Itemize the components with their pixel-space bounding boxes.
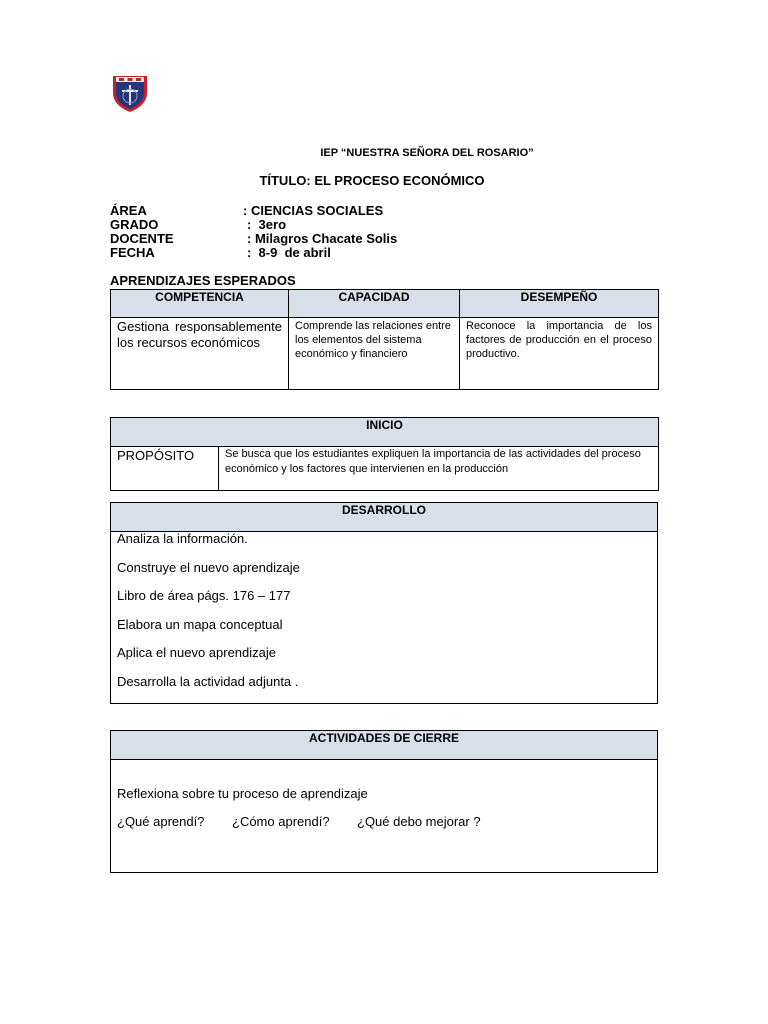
table-row — [111, 447, 659, 491]
info-value: : CIENCIAS SOCIALES — [243, 203, 384, 218]
cierre-line: Reflexiona sobre tu proceso de aprendizaje — [117, 786, 368, 801]
cierre-questions — [117, 815, 651, 829]
table-row — [111, 760, 658, 873]
cierre-content — [111, 760, 658, 873]
column-header-capacidad: CAPACIDAD — [289, 290, 460, 318]
info-value: : 3ero — [247, 217, 287, 232]
competencia-cell: Gestiona responsablemente los recursos económicos — [111, 318, 289, 390]
info-value: : 8-9 de abril — [247, 245, 331, 260]
desarrollo-heading: DESARROLLO — [111, 503, 658, 532]
desarrollo-line: Desarrolla la actividad adjunta . — [117, 673, 299, 689]
info-label: GRADO — [110, 217, 159, 232]
school-crest-icon — [110, 73, 150, 113]
desempeno-cell: Reconoce la importancia de los factores de producción en el proceso productivo. — [460, 318, 659, 390]
info-label: DOCENTE — [110, 231, 174, 246]
info-label: ÁREA — [110, 203, 147, 218]
column-header-desempeno: DESEMPEÑO — [460, 290, 659, 318]
school-name: IEP “NUESTRA SEÑORA DEL ROSARIO” — [320, 147, 534, 159]
inicio-table — [110, 417, 659, 491]
inicio-heading: INICIO — [111, 418, 659, 447]
desarrollo-line: Aplica el nuevo aprendizaje — [117, 645, 276, 660]
table-header-row — [111, 503, 658, 532]
question-item: ¿Qué debo mejorar ? — [357, 814, 481, 829]
table-row — [111, 532, 658, 704]
table-row — [111, 318, 659, 390]
capacidad-cell: Comprende las relaciones entre los elementos del sistema económico y financiero — [289, 318, 460, 390]
proposito-text: Se busca que los estudiantes expliquen la importancia de las actividades del proceso económico y los factores que intervienen en la producción — [219, 447, 659, 491]
question-item: ¿Qué aprendí? — [117, 814, 205, 829]
proposito-label: PROPÓSITO — [111, 447, 219, 491]
table-header-row — [111, 731, 658, 760]
cierre-table — [110, 730, 658, 873]
info-label: FECHA — [110, 245, 155, 260]
desarrollo-line: Construye el nuevo aprendizaje — [117, 559, 300, 575]
desarrollo-line: Elabora un mapa conceptual — [117, 616, 283, 632]
column-header-competencia: COMPETENCIA — [111, 290, 289, 318]
table-header-row — [111, 290, 659, 318]
aprendizajes-heading: APRENDIZAJES ESPERADOS — [110, 273, 296, 288]
desarrollo-content — [111, 532, 658, 704]
desarrollo-table — [110, 502, 658, 704]
school-crest-logo — [110, 73, 150, 113]
question-item: ¿Cómo aprendí? — [232, 814, 330, 829]
desarrollo-line: Libro de área págs. 176 – 177 — [117, 588, 291, 603]
aprendizajes-table — [110, 289, 659, 390]
desarrollo-line: Analiza la información. — [117, 531, 248, 546]
info-value: : Milagros Chacate Solis — [247, 231, 398, 246]
table-header-row — [111, 418, 659, 447]
document-title: TÍTULO: EL PROCESO ECONÓMICO — [259, 173, 485, 188]
cierre-heading: ACTIVIDADES DE CIERRE — [111, 731, 658, 760]
